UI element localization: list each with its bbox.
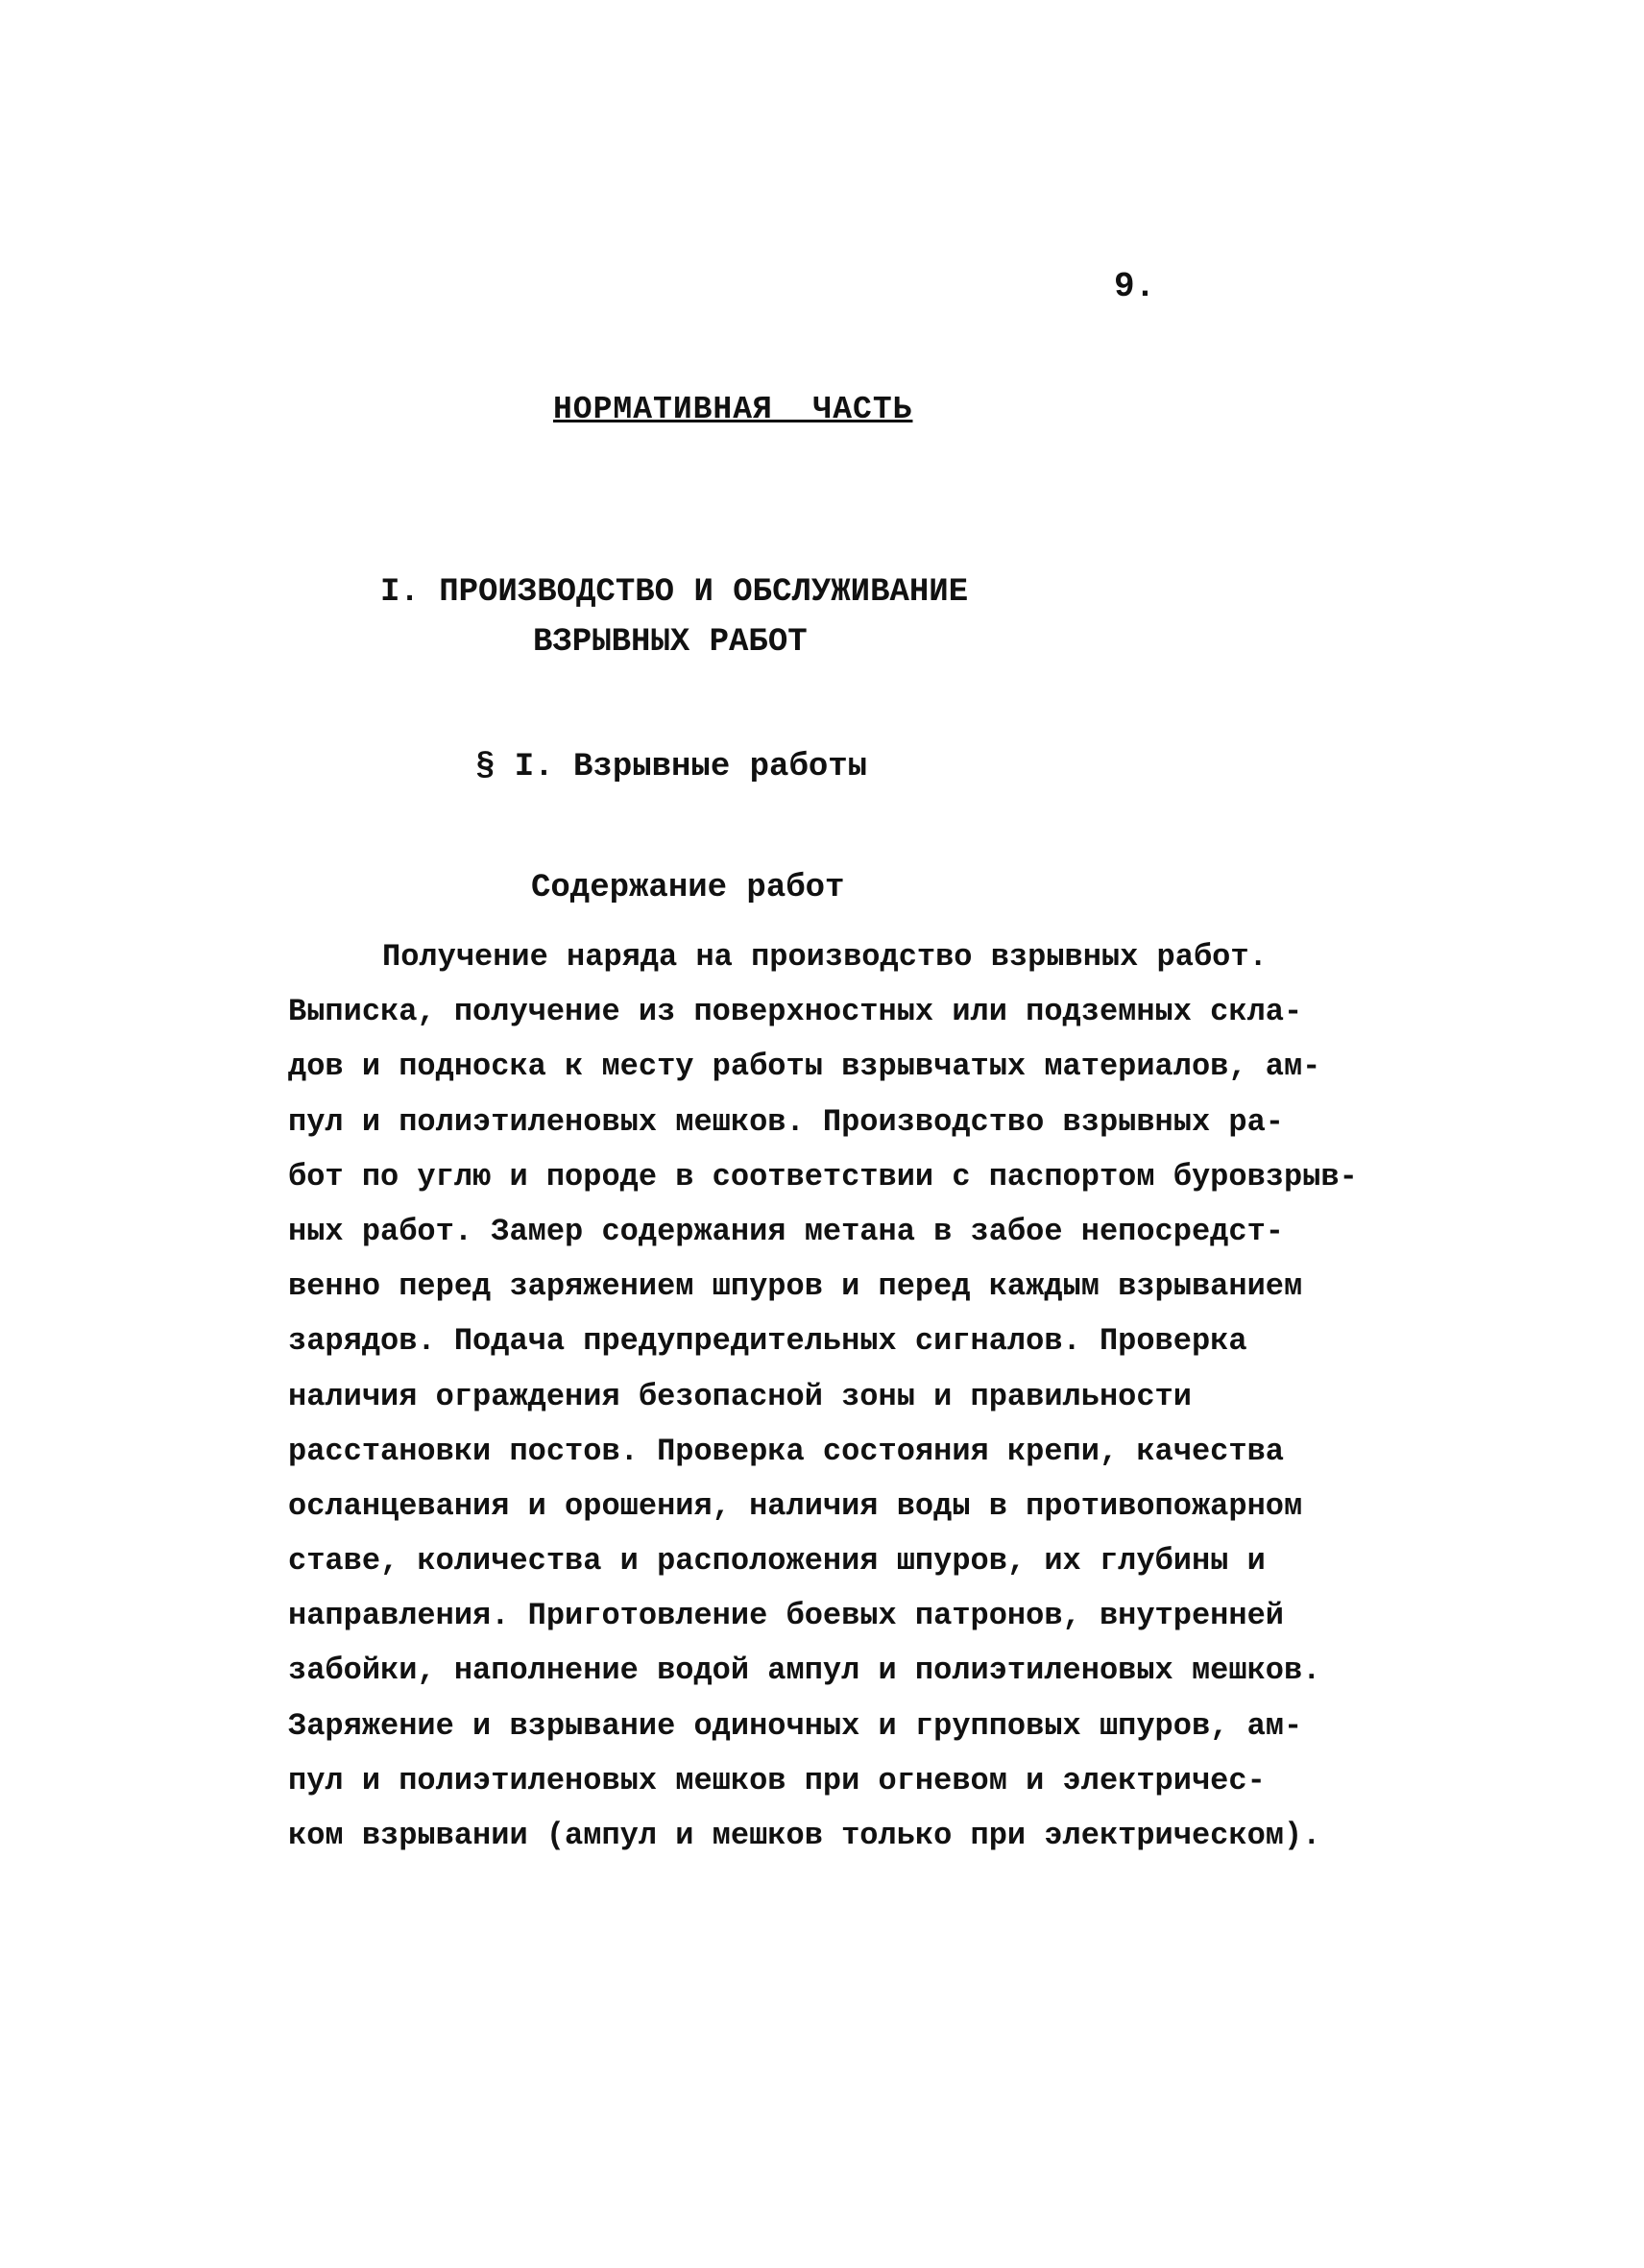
body-line: венно перед заряжением шпуров и перед каждым взрыванием: [288, 1268, 1303, 1305]
body-line: расстановки постов. Проверка состояния крепи, качества: [288, 1433, 1284, 1469]
body-line: пул и полиэтиленовых мешков. Производство взрывных ра-: [288, 1103, 1284, 1140]
body-line: пул и полиэтиленовых мешков при огневом и электричес-: [288, 1762, 1266, 1798]
body-text: [288, 929, 1440, 1863]
body-line: забойки, наполнение водой ампул и полиэтиленовых мешков.: [288, 1653, 1321, 1689]
body-line: Получение наряда на производство взрывных работ.: [382, 939, 1268, 975]
chapter-title-line-1: I. ПРОИЗВОДСТВО И ОБСЛУЖИВАНИЕ: [380, 574, 969, 611]
body-line: зарядов. Подача предупредительных сигналов. Проверка: [288, 1323, 1247, 1360]
content-subheading: Содержание работ: [531, 870, 845, 906]
page-number: 9.: [1114, 267, 1156, 306]
body-line: направления. Приготовление боевых патронов, внутренней: [288, 1598, 1284, 1634]
body-line: ставе, количества и расположения шпуров, их глубины и: [288, 1543, 1266, 1580]
body-line: ных работ. Замер содержания метана в забое непосредст-: [288, 1213, 1284, 1249]
section-title: НОРМАТИВНАЯ ЧАСТЬ: [553, 392, 913, 427]
body-line: Выписка, получение из поверхностных или подземных скла-: [288, 994, 1303, 1030]
body-line: ком взрывании (ампул и мешков только при электрическом).: [288, 1818, 1321, 1853]
body-line: осланцевания и орошения, наличия воды в противопожарном: [288, 1487, 1303, 1524]
paragraph-heading: § I. Взрывные работы: [475, 749, 868, 785]
chapter-title-line-2: ВЗРЫВНЫХ РАБОТ: [533, 624, 808, 661]
body-line: Заряжение и взрывание одиночных и групповых шпуров, ам-: [288, 1707, 1303, 1744]
body-line: дов и подноска к месту работы взрывчатых материалов, ам-: [288, 1049, 1321, 1085]
body-line: бот по углю и породе в соответствии с паспортом буровзрыв-: [288, 1158, 1358, 1194]
body-line: наличия ограждения безопасной зоны и правильности: [288, 1378, 1192, 1414]
